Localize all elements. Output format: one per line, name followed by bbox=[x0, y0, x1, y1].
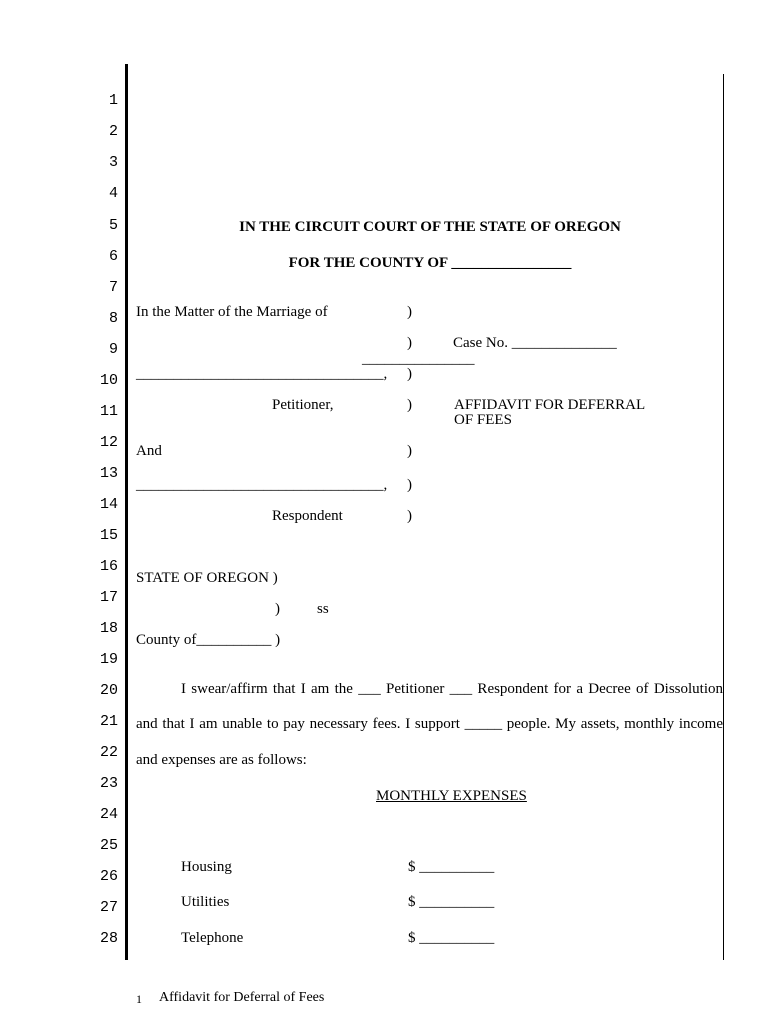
right-margin-rule bbox=[723, 74, 724, 960]
line-number: 14 bbox=[99, 496, 118, 513]
line-number: 24 bbox=[99, 806, 118, 823]
venue-county: County of__________ ) bbox=[136, 632, 281, 648]
expense-amount-utilities: $ __________ bbox=[408, 894, 495, 910]
expense-label-housing: Housing bbox=[181, 859, 232, 875]
line-number: 26 bbox=[99, 868, 118, 885]
caption-paren: ) bbox=[407, 366, 412, 382]
line-number: 6 bbox=[108, 248, 118, 265]
affidavit-title-line2: OF FEES bbox=[454, 412, 512, 428]
expense-label-telephone: Telephone bbox=[181, 930, 244, 946]
line-number: 27 bbox=[99, 899, 118, 916]
line-number: 9 bbox=[108, 341, 118, 358]
line-number: 11 bbox=[99, 403, 118, 420]
line-number: 23 bbox=[99, 775, 118, 792]
county-heading: FOR THE COUNTY OF ________________ bbox=[288, 255, 572, 271]
footer-title: Affidavit for Deferral of Fees bbox=[159, 990, 325, 1005]
line-number: 1 bbox=[108, 92, 118, 109]
body-line-2: and that I am unable to pay necessary fees. I support _____ people. My assets, monthly income bbox=[136, 716, 723, 732]
respondent-label: Respondent bbox=[272, 508, 343, 524]
affidavit-title-line1: AFFIDAVIT FOR DEFERRAL bbox=[454, 397, 646, 413]
line-number: 20 bbox=[99, 682, 118, 699]
line-number: 4 bbox=[108, 185, 118, 202]
venue-paren: ) bbox=[275, 601, 280, 617]
respondent-name-blank: _________________________________, bbox=[136, 477, 388, 493]
monthly-expenses-title: MONTHLY EXPENSES bbox=[376, 788, 527, 804]
line-number: 3 bbox=[108, 154, 118, 171]
caption-paren: ) bbox=[407, 397, 412, 413]
expense-label-utilities: Utilities bbox=[181, 894, 230, 910]
line-number: 12 bbox=[99, 434, 118, 451]
expense-amount-telephone: $ __________ bbox=[408, 930, 495, 946]
line-number: 15 bbox=[99, 527, 118, 544]
venue-ss: ss bbox=[317, 601, 329, 617]
court-heading: IN THE CIRCUIT COURT OF THE STATE OF OREGON bbox=[239, 219, 621, 235]
and-text: And bbox=[136, 443, 162, 459]
case-number-blank: _______________ bbox=[362, 351, 475, 367]
expense-amount-housing: $ __________ bbox=[408, 859, 495, 875]
line-number: 2 bbox=[108, 123, 118, 140]
petitioner-label: Petitioner, bbox=[272, 397, 334, 413]
line-number: 25 bbox=[99, 837, 118, 854]
line-number: 13 bbox=[99, 465, 118, 482]
line-number: 21 bbox=[99, 713, 118, 730]
caption-paren: ) bbox=[407, 304, 412, 320]
caption-paren: ) bbox=[407, 508, 412, 524]
line-number: 18 bbox=[99, 620, 118, 637]
petitioner-name-blank: _________________________________, bbox=[136, 366, 388, 382]
case-number-field: Case No. ______________ bbox=[453, 335, 617, 351]
line-number: 5 bbox=[108, 217, 118, 234]
line-number: 28 bbox=[99, 930, 118, 947]
caption-paren: ) bbox=[407, 443, 412, 459]
left-margin-rule bbox=[125, 64, 128, 960]
line-number: 7 bbox=[108, 279, 118, 296]
matter-text: In the Matter of the Marriage of bbox=[136, 304, 328, 320]
venue-state: STATE OF OREGON ) bbox=[136, 570, 278, 586]
line-number: 16 bbox=[99, 558, 118, 575]
caption-paren: ) bbox=[407, 477, 412, 493]
line-number: 8 bbox=[108, 310, 118, 327]
line-number: 19 bbox=[99, 651, 118, 668]
caption-paren: ) bbox=[407, 335, 412, 351]
body-line-3: and expenses are as follows: bbox=[136, 752, 307, 768]
line-number: 22 bbox=[99, 744, 118, 761]
body-line-1: I swear/affirm that I am the ___ Petitioner ___ Respondent for a Decree of Dissolution bbox=[181, 681, 723, 697]
footer-page-number: 1 bbox=[136, 992, 142, 1006]
line-number: 17 bbox=[99, 589, 118, 606]
line-number: 10 bbox=[99, 372, 118, 389]
